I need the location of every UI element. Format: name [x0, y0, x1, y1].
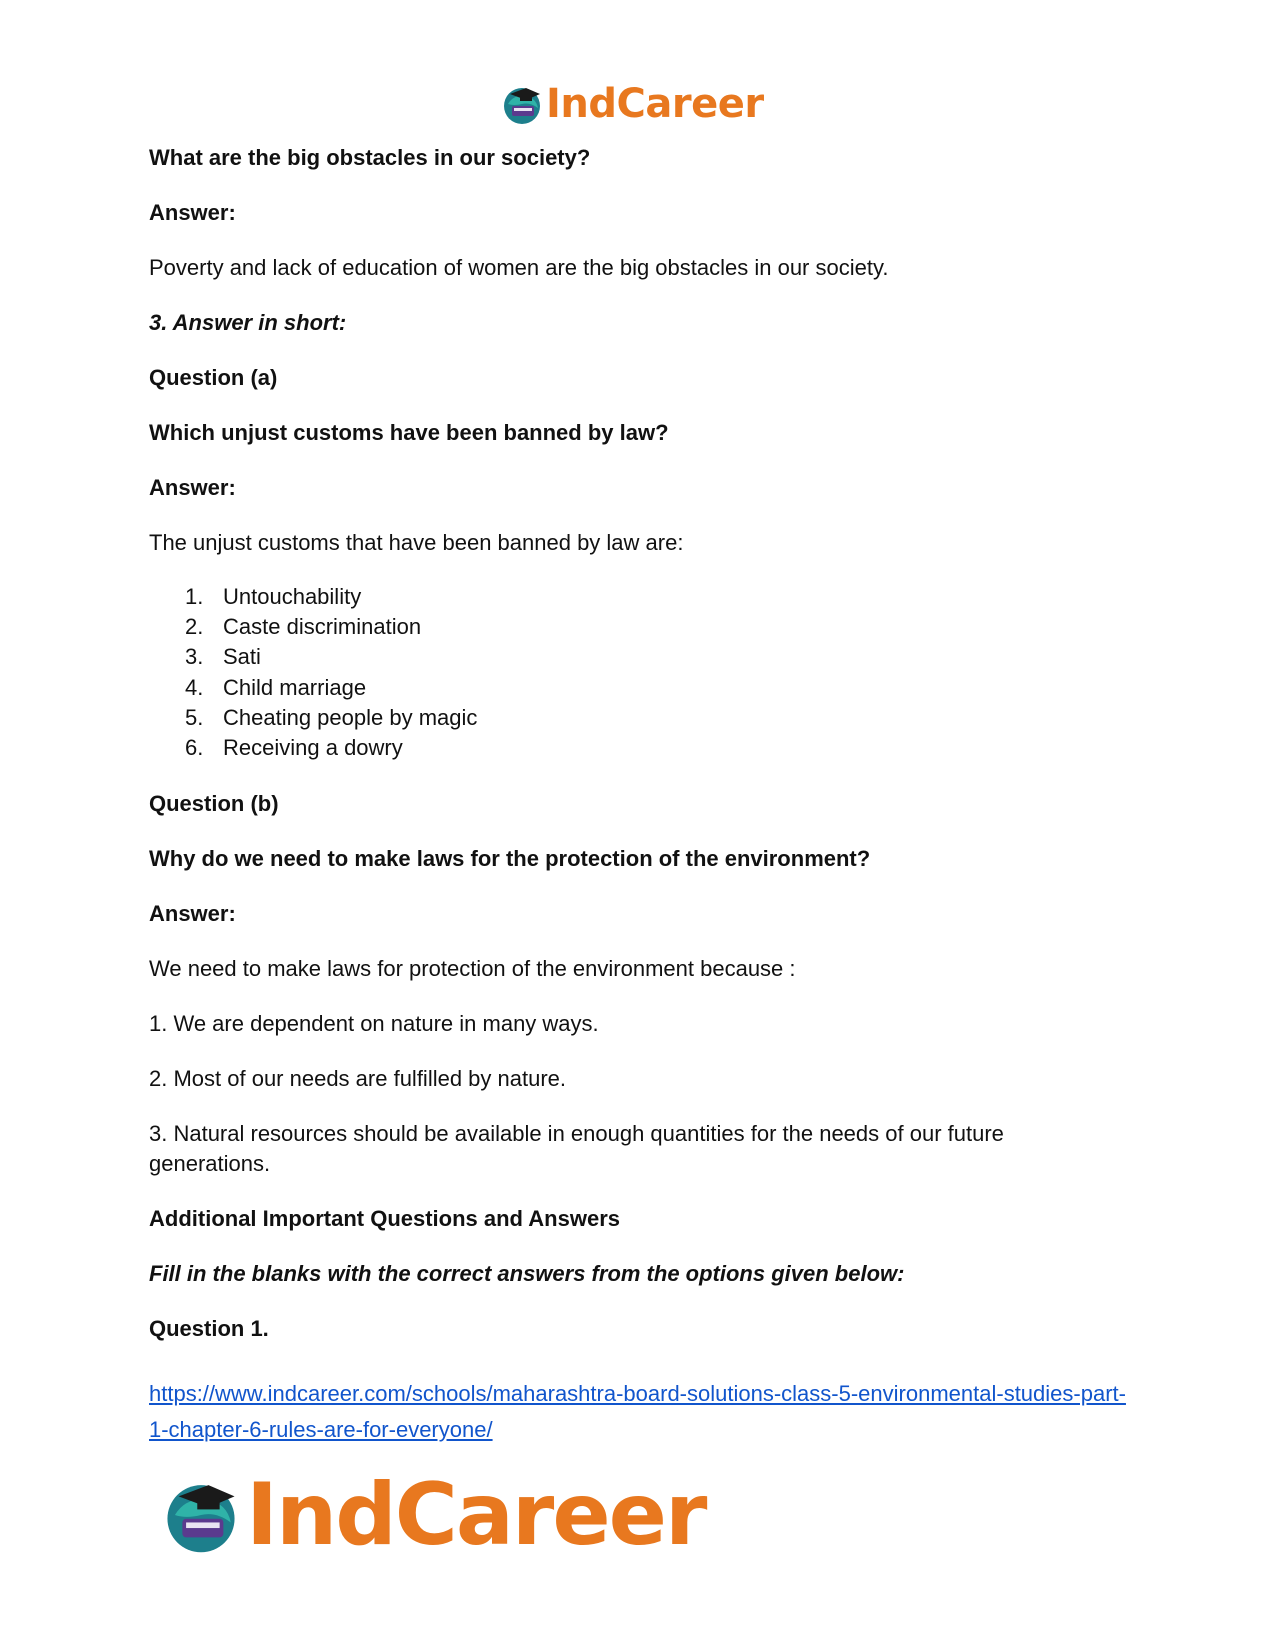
answer-label: Answer: — [149, 475, 236, 500]
question-label: Question (a) — [149, 365, 278, 390]
list-number: 6. — [185, 734, 204, 760]
list-item — [185, 582, 1129, 612]
answer-text: We need to make laws for protection of the environment because : — [149, 956, 796, 982]
list-number: 2. — [185, 614, 204, 640]
logo-wordmark: IndCareer — [546, 81, 764, 127]
list-number: 5. — [185, 704, 204, 730]
list-item — [185, 642, 1129, 672]
answer-point: 3. Natural resources should be available in enough quantities for the needs of our future generations. — [149, 1121, 1004, 1177]
question-heading: What are the big obstacles in our society? — [149, 145, 591, 170]
answer-text: The unjust customs that have been banned by law are: — [149, 530, 684, 555]
question-label: Question (b) — [149, 791, 279, 817]
question-heading: Why do we need to make laws for the protection of the environment? — [149, 846, 871, 872]
instruction-text: Fill in the blanks with the correct answers from the options given below: — [149, 1261, 905, 1287]
section-heading: Additional Important Questions and Answers — [149, 1206, 621, 1232]
list-item — [185, 673, 1129, 703]
question-label: Question 1. — [149, 1316, 269, 1342]
list-text: Child marriage — [223, 674, 367, 700]
list-number: 4. — [185, 674, 204, 700]
globe-graduation-cap-icon — [500, 82, 544, 126]
list-item — [185, 703, 1129, 733]
list-text: Receiving a dowry — [223, 734, 403, 760]
list-number: 3. — [185, 644, 204, 670]
question-heading: Which unjust customs have been banned by law? — [149, 420, 669, 445]
list-text: Untouchability — [223, 584, 362, 609]
customs-list — [149, 582, 1129, 763]
document-body — [149, 143, 1129, 1369]
logo-wordmark: IndCareer — [246, 1465, 706, 1565]
list-text: Sati — [223, 644, 261, 670]
list-text: Caste discrimination — [223, 614, 422, 640]
list-text: Cheating people by magic — [223, 704, 478, 730]
footer-logo — [160, 1465, 705, 1565]
section-heading: 3. Answer in short: — [149, 310, 347, 335]
answer-label: Answer: — [149, 200, 236, 225]
answer-text: Poverty and lack of education of women are the big obstacles in our society. — [149, 255, 889, 280]
answer-point: 2. Most of our needs are fulfilled by nature. — [149, 1066, 567, 1092]
header-logo — [500, 80, 764, 128]
globe-graduation-cap-icon — [160, 1474, 242, 1556]
source-url-link[interactable]: https://www.indcareer.com/schools/maharashtra-board-solutions-class-5-environmental-studies-part-1-chapter-6-rules-are-for-everyone/ — [149, 1381, 1126, 1442]
list-item — [185, 612, 1129, 642]
answer-point: 1. We are dependent on nature in many ways. — [149, 1011, 599, 1037]
list-item — [185, 733, 1129, 763]
list-number: 1. — [185, 584, 204, 609]
answer-label: Answer: — [149, 901, 236, 927]
